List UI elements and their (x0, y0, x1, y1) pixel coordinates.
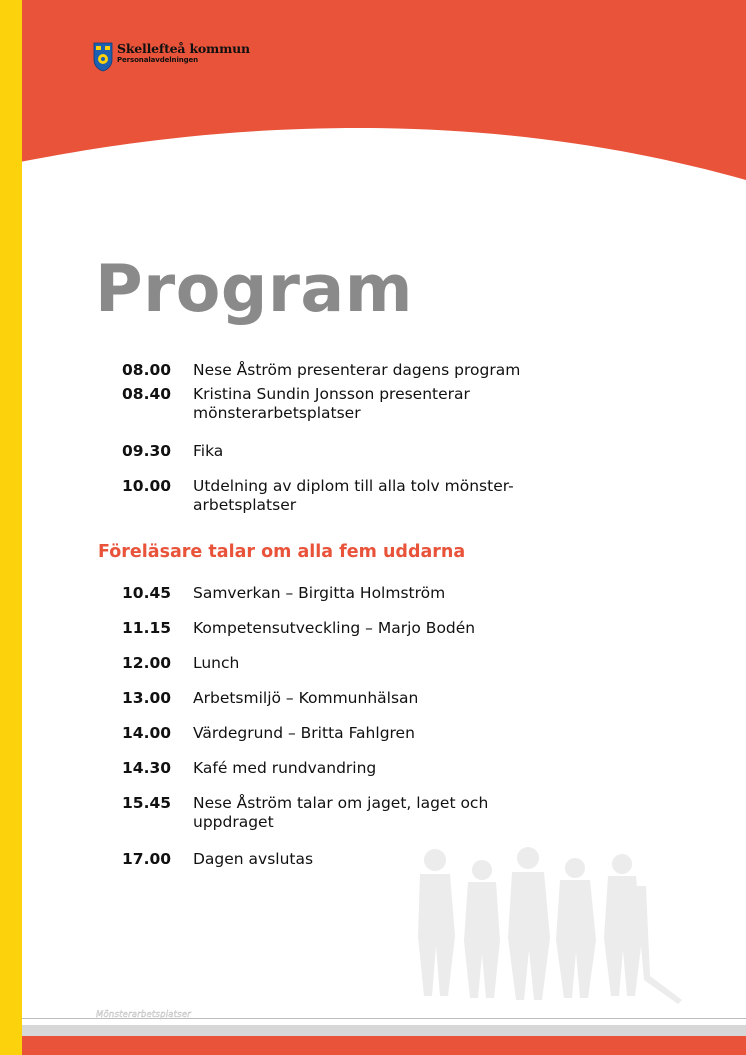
schedule-desc: Utdelning av diplom till alla tolv mönster-arbetsplatser (193, 477, 514, 514)
logo (93, 42, 250, 72)
schedule-time: 09.30 (122, 442, 172, 460)
schedule-desc: Kafé med rundvandring (193, 759, 377, 777)
schedule-item (122, 584, 445, 603)
page-title: Program (95, 252, 414, 327)
schedule-time: 10.00 (122, 477, 172, 495)
schedule-item (122, 442, 513, 461)
yellow-side-bar (0, 0, 22, 1055)
workers-silhouette-icon (400, 846, 690, 1006)
footer-gray-band (22, 1025, 746, 1036)
schedule-item (122, 724, 415, 743)
schedule-desc: Värdegrund – Britta Fahlgren (193, 724, 415, 742)
schedule-time: 08.00 (122, 361, 172, 379)
schedule-desc: Nese Åström talar om jaget, laget och uppdraget (193, 794, 489, 831)
schedule-desc: Fika (193, 442, 224, 460)
schedule-desc: Arbetsmiljö – Kommunhälsan (193, 689, 419, 707)
schedule-time: 14.00 (122, 724, 172, 742)
schedule-desc: Nese Åström presenterar dagens program (193, 361, 521, 379)
schedule-desc: Dagen avslutas (193, 850, 314, 868)
schedule-time: 10.45 (122, 584, 172, 602)
schedule-time: 14.30 (122, 759, 172, 777)
schedule-time: 17.00 (122, 850, 172, 868)
schedule-time: 11.15 (122, 619, 172, 637)
header-banner (0, 0, 746, 190)
schedule-time: 13.00 (122, 689, 172, 707)
schedule-item (122, 477, 565, 515)
schedule-item (122, 385, 513, 423)
schedule-desc: Lunch (193, 654, 240, 672)
section-heading: Föreläsare talar om alla fem uddarna (98, 542, 466, 562)
footer-text: Mönsterarbetsplatser (96, 1010, 191, 1020)
schedule-desc: Samverkan – Birgitta Holmström (193, 584, 446, 602)
logo-name: Skellefteå kommun (117, 41, 250, 56)
schedule-item (122, 850, 313, 869)
schedule-desc: Kristina Sundin Jonsson presenterar mönsterarbetsplatser (193, 385, 470, 422)
schedule-time: 08.40 (122, 385, 172, 403)
schedule-item (122, 794, 543, 832)
schedule-item (122, 759, 376, 778)
schedule-time: 15.45 (122, 794, 172, 812)
schedule-item (122, 361, 573, 380)
skelleftea-shield-icon (93, 42, 113, 72)
footer-orange-band (0, 1036, 746, 1055)
logo-subtitle: Personalavdelningen (117, 56, 199, 64)
schedule-item (122, 689, 418, 708)
schedule-item (122, 619, 475, 638)
schedule-item (122, 654, 239, 673)
schedule-time: 12.00 (122, 654, 172, 672)
schedule-desc: Kompetensutveckling – Marjo Bodén (193, 619, 476, 637)
